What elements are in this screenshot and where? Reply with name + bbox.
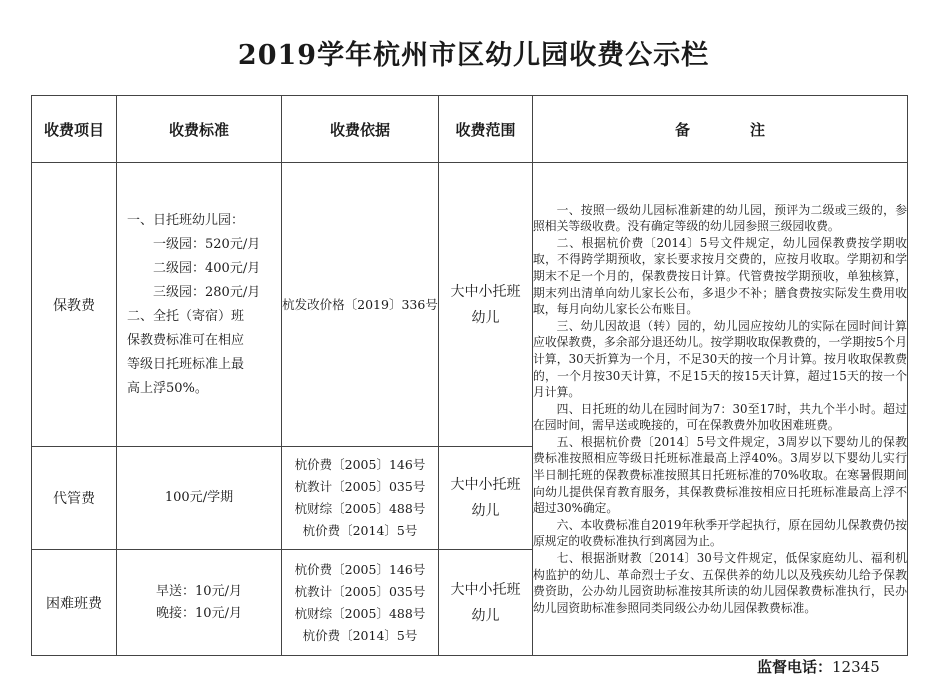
header-item: 收费项目 <box>32 96 117 163</box>
standard-line: 100元/学期 <box>164 490 234 505</box>
standard-line: 一、日托班幼儿园： <box>127 212 245 228</box>
basis-line: 杭发改价格〔2019〕336号 <box>282 296 438 312</box>
standard-line: 二、全托（寄宿）班 <box>127 308 245 324</box>
remark-paragraph: 四、日托班的幼儿在园时间为7：30至17时，共九个半小时。超过在园时间，需早送或晚接的，可在保教费外加收困难班费。 <box>533 401 907 433</box>
row-scope <box>439 550 533 656</box>
row-standard <box>117 550 282 656</box>
page-title: 2019学年杭州市区幼儿园收费公示栏 <box>237 40 710 71</box>
header-standard: 收费标准 <box>117 96 282 163</box>
basis-line: 杭价费〔2005〕146号 <box>294 457 426 472</box>
row-item: 保教费 <box>32 163 117 447</box>
scope-line: 幼儿 <box>471 309 500 326</box>
scope-line: 大中小托班 <box>450 477 521 493</box>
row-item: 困难班费 <box>32 550 117 656</box>
remarks-cell <box>533 163 908 656</box>
scope-line: 大中小托班 <box>450 581 521 598</box>
standard-line: 保教费标准可在相应 <box>127 332 245 348</box>
remark-paragraph: 三、幼儿因故退（转）园的，幼儿园应按幼儿的实际在园时间计算应收保教费，多余部分退还幼儿。按学期收取保教费的，一学期按5个月计算，30天折算为一个月，不足30天的按一个月计算。按月收取保教费的，一个月按30天计算，不足15天的按15天计算，超过15天的按一个月计算。 <box>533 318 907 400</box>
remark-paragraph: 五、根据杭价费〔2014〕5号文件规定，3周岁以下婴幼儿的保教费标准按照相应等级日托班标准最高上浮40%。3周岁以下婴幼儿实行半日制托班的保教费标准按照其日托班标准的70%收取。在寒暑假期间向幼儿提供保育教育服务，其保教费标准按相应日托班标准最高上浮不超过30%确定。 <box>533 434 907 516</box>
standard-line: 一级园：520元/月 <box>153 236 261 252</box>
basis-line: 杭财综〔2005〕488号 <box>294 501 426 516</box>
row-standard <box>117 163 282 447</box>
basis-line: 杭价费〔2014〕5号 <box>302 627 418 643</box>
remark-paragraph: 七、根据浙财教〔2014〕30号文件规定，低保家庭幼儿、福利机构监护的幼儿、革命烈士子女、五保供养的幼儿以及残疾幼儿给予保教费资助，公办幼儿园资助标准按其所读的幼儿园保教费标准执行，民办幼儿园资助标准参照同类同级公办幼儿园保教费标准。 <box>533 551 907 615</box>
fee-table <box>31 95 908 656</box>
basis-line: 杭价费〔2014〕5号 <box>302 523 418 538</box>
header-row <box>32 96 908 163</box>
standard-line: 晚接：10元/月 <box>156 605 242 621</box>
header-scope: 收费范围 <box>439 96 533 163</box>
scope-line: 幼儿 <box>471 503 500 519</box>
standard-line: 三级园：280元/月 <box>153 284 261 300</box>
basis-line: 杭财综〔2005〕488号 <box>294 605 426 621</box>
remark-paragraph: 六、本收费标准自2019年秋季开学起执行，原在园幼儿保教费仍按原规定的收费标准执行到离园为止。 <box>533 517 907 549</box>
standard-line: 早送：10元/月 <box>156 583 242 599</box>
hotline-number: 12345 <box>832 658 880 676</box>
row-basis <box>282 163 439 447</box>
basis-line: 杭价费〔2005〕146号 <box>294 561 426 577</box>
remark-paragraph: 二、根据杭价费〔2014〕5号文件规定，幼儿园保教费按学期收取，不得跨学期预收，家长要求按月交费的，应按月收取。学期初和学期末不足一个月的，保教费按日计算。代管费按学期预收，单独核算，期末列出清单向幼儿家长公布，多退少不补；膳食费按实际发生费用收取，每月向幼儿家长公布账目。 <box>533 235 907 317</box>
basis-line: 杭教计〔2005〕035号 <box>294 479 426 494</box>
header-remarks: 备 注 <box>533 96 908 163</box>
supervision-hotline <box>757 657 880 677</box>
hotline-label: 监督电话： <box>757 658 833 676</box>
row-standard <box>117 447 282 550</box>
scope-line: 幼儿 <box>471 607 500 624</box>
header-basis: 收费依据 <box>282 96 439 163</box>
row-item: 代管费 <box>32 447 117 550</box>
standard-line: 二级园：400元/月 <box>153 260 261 276</box>
row-scope <box>439 447 533 550</box>
standard-line: 等级日托班标准上最 <box>127 356 245 372</box>
scope-line: 大中小托班 <box>450 283 521 300</box>
row-basis <box>282 447 439 550</box>
basis-line: 杭教计〔2005〕035号 <box>294 583 426 599</box>
row-basis <box>282 550 439 656</box>
standard-line: 高上浮50%。 <box>127 380 208 396</box>
row-scope <box>439 163 533 447</box>
table-row-tuition <box>32 163 908 447</box>
remark-paragraph: 一、按照一级幼儿园标准新建的幼儿园，预评为二级或三级的，参照相关等级收费。没有确定等级的幼儿园参照三级园收费。 <box>533 202 907 234</box>
